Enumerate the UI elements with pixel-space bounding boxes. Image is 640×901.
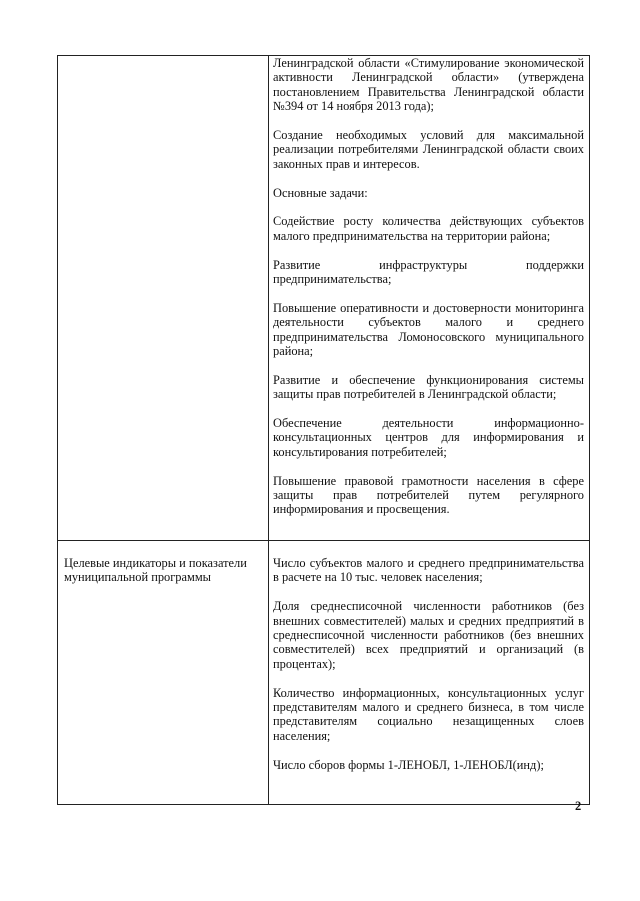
goal-paragraph-consumer-rights: Создание необходимых условий для максимальной реализации потребителями Ленинградской области своих законных прав и интересов. bbox=[273, 128, 584, 171]
page-number: 2 bbox=[575, 799, 582, 813]
table-row bbox=[58, 541, 590, 805]
task-paragraph-3: Повышение оперативности и достоверности мониторинга деятельности субъектов малого и среднего предпринимательства Ломоносовского муниципального района; bbox=[273, 300, 584, 359]
indicator-paragraph-4: Число сборов формы 1-ЛЕНОБЛ, 1-ЛЕНОБЛ(инд); bbox=[273, 757, 544, 772]
task-paragraph-2: Развитие инфраструктуры поддержки предпринимательства; bbox=[273, 257, 584, 287]
row-content-cell bbox=[269, 56, 590, 541]
row-label-cell bbox=[58, 541, 269, 805]
program-passport-table bbox=[57, 55, 590, 805]
table-row bbox=[58, 56, 590, 541]
goal-paragraph-continued: Ленинградской области «Стимулирование экономической активности Ленинградской области» (утверждена постановлением Правительства Ленинградской области №394 от 14 ноября 2013 года); bbox=[273, 56, 584, 114]
indicator-paragraph-2: Доля среднесписочной численности работников (без внешних совместителей) малых и средних предприятий в среднесписочной численности работников (без внешних совместителей) всех предприятий и организаций (в процентах); bbox=[273, 599, 584, 671]
task-paragraph-6: Повышение правовой грамотности населения в сфере защиты прав потребителей путем регулярного информирования и просвещения. bbox=[273, 473, 584, 517]
indicator-paragraph-3: Количество информационных, консультационных услуг представителям малого и среднего бизнеса, в том числе представителям социально незащищенных слоев населения; bbox=[273, 685, 584, 743]
row-content-cell bbox=[269, 541, 590, 805]
task-paragraph-4: Развитие и обеспечение функционирования системы защиты прав потребителей в Ленинградской области; bbox=[273, 372, 584, 402]
tasks-heading: Основные задачи: bbox=[273, 185, 368, 200]
indicator-paragraph-1: Число субъектов малого и среднего предпринимательства в расчете на 10 тыс. человек населения; bbox=[273, 556, 584, 585]
task-paragraph-5: Обеспечение деятельности информационно-консультационных центров для информирования и консультирования потребителей; bbox=[273, 416, 584, 459]
task-paragraph-1: Содействие росту количества действующих субъектов малого предпринимательства на территории района; bbox=[273, 214, 584, 243]
row-label: Целевые индикаторы и показатели муниципальной программы bbox=[64, 556, 247, 585]
row-label-cell bbox=[58, 56, 269, 541]
